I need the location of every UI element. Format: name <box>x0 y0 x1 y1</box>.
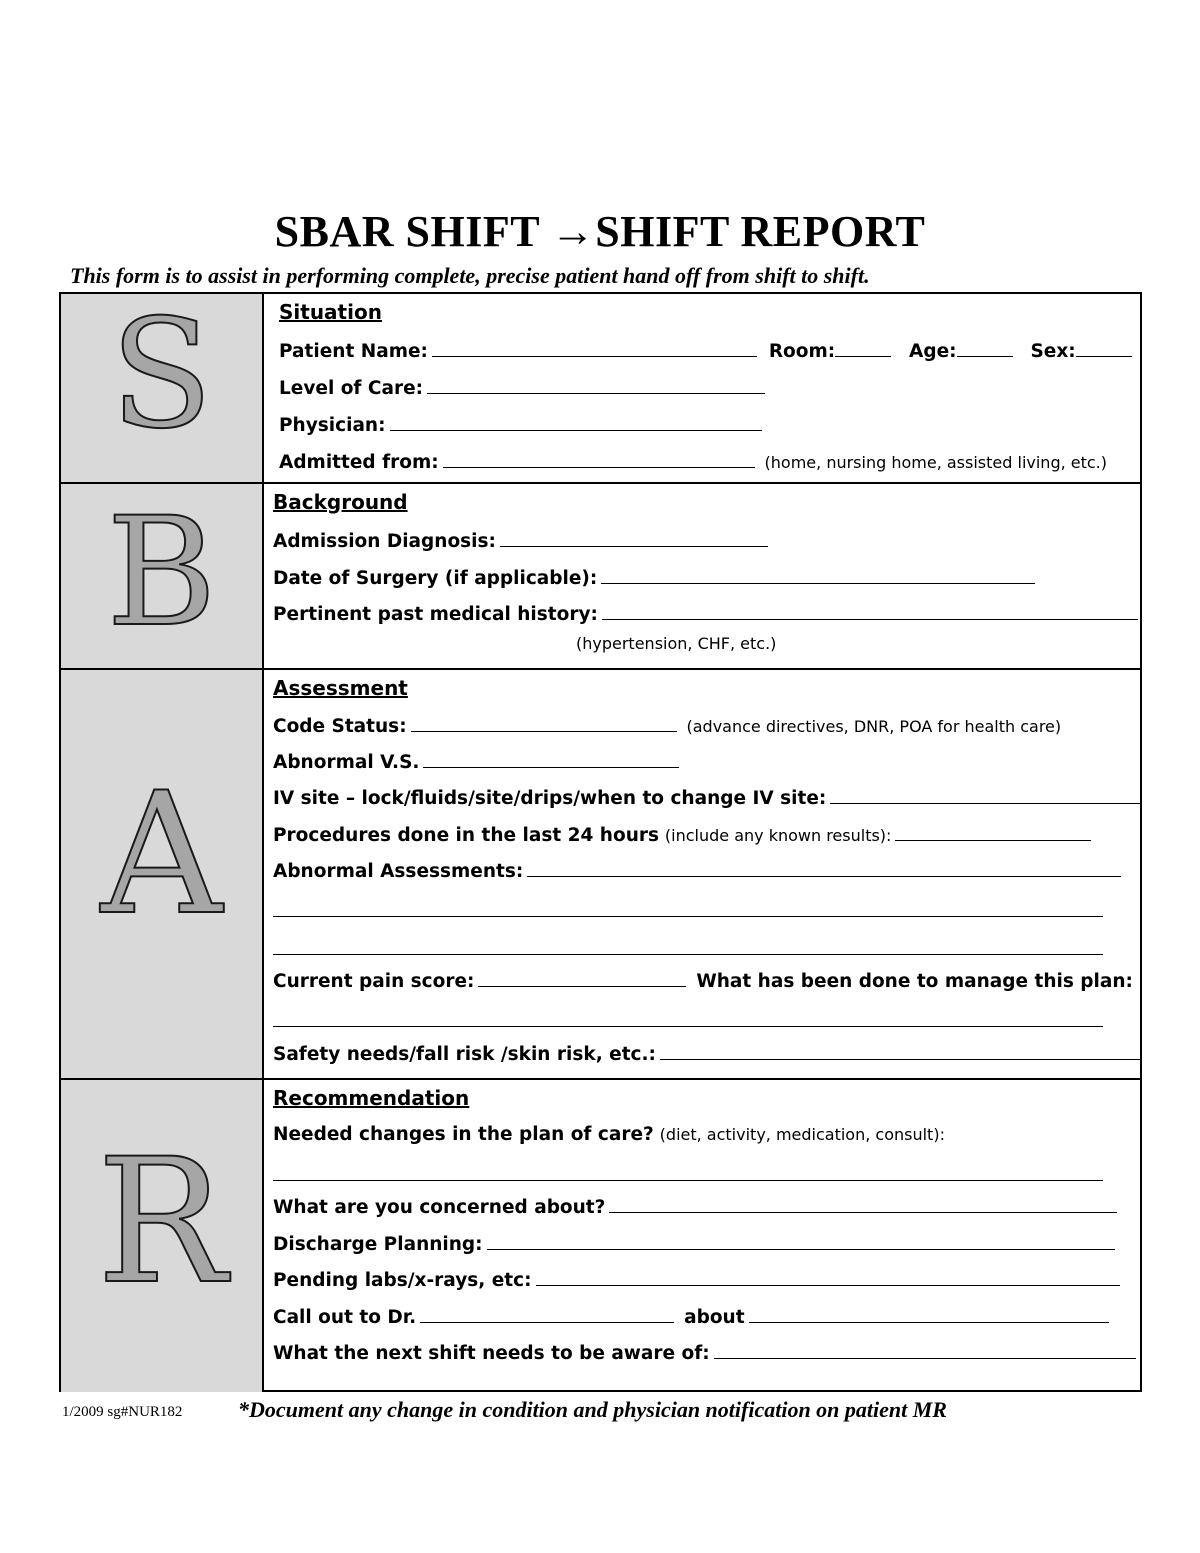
concerned-field[interactable] <box>609 1195 1117 1213</box>
concerned-label: What are you concerned about? <box>273 1197 606 1218</box>
assessment-letter-cell <box>61 670 264 1080</box>
sex-field[interactable] <box>1076 339 1132 357</box>
procedures-row <box>273 823 1095 846</box>
pain-score-label: Current pain score: <box>273 971 475 992</box>
level-of-care-row <box>279 376 769 399</box>
recommendation-letter-cell <box>61 1080 264 1392</box>
admission-diagnosis-row <box>273 529 772 552</box>
abnormal-assessments-row <box>273 859 1125 882</box>
needed-changes-line[interactable] <box>273 1180 1103 1181</box>
call-out-row <box>273 1305 1113 1328</box>
past-history-note: (hypertension, CHF, etc.) <box>576 634 777 653</box>
call-out-label: Call out to Dr. <box>273 1307 417 1328</box>
recommendation-section <box>61 1078 1140 1392</box>
situation-section <box>61 288 1140 482</box>
patient-name-label: Patient Name: <box>279 341 428 362</box>
past-history-row <box>273 602 1142 625</box>
pending-labs-row <box>273 1268 1124 1291</box>
level-of-care-label: Level of Care: <box>279 378 424 399</box>
needed-changes-row <box>273 1124 945 1145</box>
assessment-section <box>61 668 1140 1080</box>
iv-site-row <box>273 786 1146 809</box>
abnormal-assessments-field[interactable] <box>527 859 1121 877</box>
sex-label: Sex: <box>1030 341 1076 362</box>
level-of-care-field[interactable] <box>427 376 765 394</box>
admission-diagnosis-field[interactable] <box>500 529 768 547</box>
pending-labs-field[interactable] <box>536 1268 1120 1286</box>
recommendation-letter: R <box>96 1121 227 1322</box>
code-status-label: Code Status: <box>273 716 407 737</box>
page-title: SBAR SHIFT →SHIFT REPORT <box>274 207 926 256</box>
background-section <box>61 482 1140 670</box>
patient-name-field[interactable] <box>432 339 757 357</box>
code-status-row <box>273 714 1061 737</box>
call-out-doctor-field[interactable] <box>420 1305 674 1323</box>
discharge-field[interactable] <box>487 1232 1115 1250</box>
admitted-from-row <box>279 450 1107 473</box>
situation-heading: Situation <box>279 300 382 324</box>
next-shift-row <box>273 1341 1140 1364</box>
concerned-row <box>273 1195 1121 1218</box>
abnormal-assessments-line-2[interactable] <box>273 916 1103 917</box>
background-heading: Background <box>273 490 408 514</box>
background-letter-cell <box>61 484 264 670</box>
discharge-label: Discharge Planning: <box>273 1234 483 1255</box>
call-out-about-field[interactable] <box>749 1305 1109 1323</box>
admitted-from-field[interactable] <box>443 450 755 468</box>
date-of-surgery-row <box>273 566 1039 589</box>
pain-plan-line[interactable] <box>273 1026 1103 1027</box>
procedures-field[interactable] <box>895 823 1091 841</box>
date-of-surgery-field[interactable] <box>601 566 1035 584</box>
pain-plan-label: What has been done to manage this plan: <box>696 971 1133 992</box>
discharge-row <box>273 1232 1119 1255</box>
needed-changes-label: Needed changes in the plan of care? <box>273 1124 654 1145</box>
situation-letter: S <box>110 288 213 462</box>
iv-site-field[interactable] <box>830 786 1142 804</box>
abnormal-vs-label: Abnormal V.S. <box>273 752 420 773</box>
safety-field[interactable] <box>660 1042 1140 1060</box>
procedures-note: (include any known results): <box>664 826 892 845</box>
physician-row <box>279 413 766 436</box>
past-history-label: Pertinent past medical history: <box>273 604 598 625</box>
pending-labs-label: Pending labs/x-rays, etc: <box>273 1270 532 1291</box>
procedures-label: Procedures done in the last 24 hours <box>273 825 659 846</box>
iv-site-label: IV site – lock/fluids/site/drips/when to change IV site: <box>273 788 827 809</box>
patient-name-row <box>279 339 1136 362</box>
pain-score-field[interactable] <box>478 969 686 987</box>
assessment-heading: Assessment <box>273 676 408 700</box>
age-field[interactable] <box>957 339 1013 357</box>
room-label: Room: <box>768 341 836 362</box>
recommendation-heading: Recommendation <box>273 1086 470 1110</box>
room-field[interactable] <box>835 339 891 357</box>
about-label: about <box>684 1307 745 1328</box>
needed-changes-note: (diet, activity, medication, consult): <box>659 1125 945 1144</box>
situation-letter-cell <box>61 288 264 482</box>
abnormal-assessments-line-3[interactable] <box>273 954 1103 955</box>
admission-diagnosis-label: Admission Diagnosis: <box>273 531 496 552</box>
form-code: 1/2009 sg#NUR182 <box>62 1404 183 1420</box>
abnormal-assessments-label: Abnormal Assessments: <box>273 861 524 882</box>
background-letter: B <box>106 486 217 660</box>
page-subtitle: This form is to assist in performing complete, precise patient hand off from shift to shift. <box>70 263 870 288</box>
abnormal-vs-row <box>273 750 683 773</box>
past-history-field[interactable] <box>602 602 1138 620</box>
footer-note: *Document any change in condition and physician notification on patient MR <box>238 1397 947 1422</box>
next-shift-label: What the next shift needs to be aware of: <box>273 1343 710 1364</box>
assessment-letter: A <box>100 756 223 952</box>
age-label: Age: <box>909 341 957 362</box>
admitted-from-label: Admitted from: <box>279 452 439 473</box>
physician-label: Physician: <box>279 415 386 436</box>
safety-label: Safety needs/fall risk /skin risk, etc.: <box>273 1044 656 1065</box>
abnormal-vs-field[interactable] <box>423 750 679 768</box>
admitted-from-note: (home, nursing home, assisted living, etc.) <box>764 453 1108 472</box>
pain-score-row <box>273 969 1133 992</box>
sbar-form <box>59 288 1142 1392</box>
safety-row <box>273 1042 1144 1065</box>
code-status-field[interactable] <box>411 714 677 732</box>
physician-field[interactable] <box>390 413 762 431</box>
next-shift-field[interactable] <box>714 1341 1136 1359</box>
code-status-note: (advance directives, DNR, POA for health care) <box>686 717 1062 736</box>
date-of-surgery-label: Date of Surgery (if applicable): <box>273 568 598 589</box>
